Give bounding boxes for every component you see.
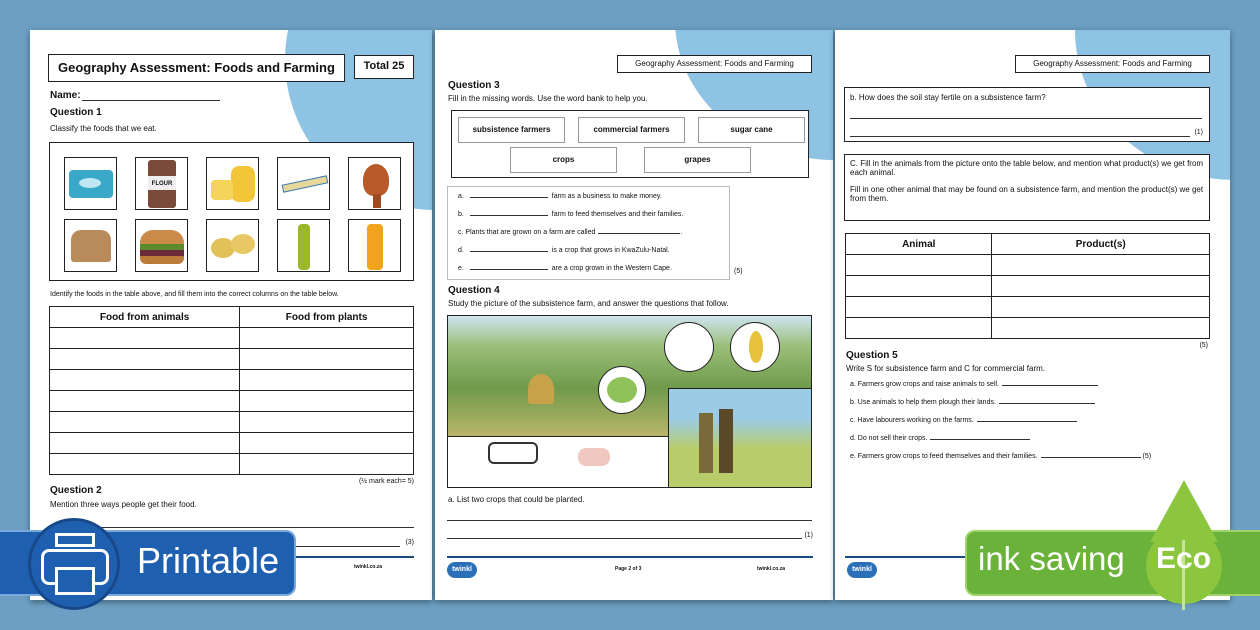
plant-image [664, 322, 714, 372]
flour-image: FLOUR [135, 157, 188, 210]
q4-text: Study the picture of the subsistence farm, and answer the questions that follow. [448, 299, 729, 308]
q1-text: Classify the foods that we eat. [50, 124, 157, 133]
footer-site: twinkl.co.za [353, 564, 382, 570]
fill-in-items: a. farm as a business to make money. b. farm to feed themselves and their families. c. Plants that are grown on a farm are called . d. is a crop that grows in KwaZulu-Natal. e. are a crop grown in the Western Cape. [447, 186, 730, 280]
worksheet-page-2 [435, 30, 833, 600]
bread-image [64, 219, 117, 272]
twinkl-logo: twinkl [847, 562, 877, 578]
maize-image [730, 322, 780, 372]
word-bank-item: subsistence farmers [458, 117, 565, 143]
q5-text: Write S for subsistence farm and C for commercial farm. [846, 364, 1046, 373]
column-header: Food from animals [50, 307, 240, 328]
header-title: Geography Assessment: Foods and Farming [1015, 55, 1210, 73]
qc-text-2: Fill in one other animal that may be found on a subsistence farm, and mention the product(s) we get from them. [850, 185, 1204, 203]
cooking-oil-image [277, 219, 330, 272]
tinned-fish-image [64, 157, 117, 210]
table-cell[interactable] [240, 349, 414, 370]
table-cell[interactable] [240, 412, 414, 433]
marks-note: (½ mark each= 5) [358, 478, 414, 485]
cabbage-image [598, 366, 646, 414]
food-table [49, 306, 414, 475]
question-b-box [844, 87, 1210, 142]
cheese-image [206, 157, 259, 210]
worksheet-page-1 [30, 30, 432, 600]
table-cell[interactable] [240, 433, 414, 454]
q2-title: Question 2 [50, 485, 102, 496]
column-header: Animal [846, 234, 992, 255]
twinkl-logo: twinkl [447, 562, 477, 578]
table-cell[interactable] [846, 276, 992, 297]
table-cell[interactable] [50, 370, 240, 391]
farmers-image [668, 388, 812, 488]
q5-title: Question 5 [846, 350, 898, 361]
footer-site: twinkl.co.za [756, 566, 785, 572]
chicken-drumstick-image [348, 157, 401, 210]
table-cell[interactable] [50, 412, 240, 433]
eco-label: Eco [1156, 542, 1212, 575]
header-title: Geography Assessment: Foods and Farming [617, 55, 812, 73]
table-marks: (5) [1199, 342, 1208, 349]
qb-text: b. How does the soil stay fertile on a subsistence farm? [850, 93, 1046, 102]
table-cell[interactable] [846, 297, 992, 318]
word-bank [451, 110, 809, 178]
table-cell[interactable] [50, 349, 240, 370]
table-cell[interactable] [846, 318, 992, 339]
column-header: Food from plants [240, 307, 414, 328]
cow-image [488, 442, 538, 464]
spaghetti-image [277, 157, 330, 210]
animal-table [845, 233, 1210, 339]
table-cell[interactable] [50, 433, 240, 454]
question-c-box [844, 154, 1210, 221]
table-cell[interactable] [240, 391, 414, 412]
q4a-text: a. List two crops that could be planted. [448, 495, 585, 504]
word-bank-item: commercial farmers [578, 117, 685, 143]
burger-image [135, 219, 188, 272]
pig-image [578, 448, 610, 466]
table-cell[interactable] [50, 454, 240, 475]
food-grid [49, 142, 414, 281]
worksheet-page-3: Geography Assessment: Foods and Farming b. How does the soil stay fertile on a subsistence farm? (1) C. Fill in the animals from the picture onto the table below, and mention what product(s) we get from each animal. Fill in one other animal that may be found on a subsistence farm, and mention the product(s) we get from them. Animal Product(s) (5) Question 5 Write S for subsistence farm and C for commercial farm. a. Farmers grow crops and raise animals to sell. b. Use animals to help them plough their lands. c. Have labourers working on the farms. d. Do not sell their crops. e. Farmers grow crops to feed themselves and their families. (5) twinkl [835, 30, 1230, 600]
farm-picture [447, 315, 812, 488]
page-title: Geography Assessment: Foods and Farming [48, 54, 345, 82]
table-cell[interactable] [240, 454, 414, 475]
table-cell[interactable] [992, 297, 1210, 318]
name-label: Name: [50, 90, 81, 101]
q3-text: Fill in the missing words. Use the word bank to help you. [448, 94, 648, 103]
total-marks: Total 25 [354, 55, 414, 79]
printable-label: Printable [137, 540, 280, 581]
word-bank-item: crops [510, 147, 617, 173]
potatoes-image [206, 219, 259, 272]
qc-text: C. Fill in the animals from the picture onto the table below, and mention what product(s) we get from each animal. [850, 159, 1204, 177]
table-cell[interactable] [992, 276, 1210, 297]
q1-title: Question 1 [50, 107, 102, 118]
q2-marks: (3) [405, 539, 414, 546]
identify-text: Identify the foods in the table above, and fill them into the correct columns on the table below. [50, 291, 339, 298]
juice-image [348, 219, 401, 272]
q3-marks: (5) [734, 268, 743, 275]
q3-title: Question 3 [448, 80, 500, 91]
table-cell[interactable] [992, 255, 1210, 276]
table-cell[interactable] [992, 318, 1210, 339]
table-cell[interactable] [50, 391, 240, 412]
table-cell[interactable] [846, 255, 992, 276]
word-bank-item: grapes [644, 147, 751, 173]
q4-title: Question 4 [448, 285, 500, 296]
ink-saving-label: ink saving [978, 540, 1125, 577]
q4a-marks: (1) [804, 532, 813, 539]
q2-text: Mention three ways people get their food. [50, 500, 197, 509]
table-cell[interactable] [240, 370, 414, 391]
word-bank-item: sugar cane [698, 117, 805, 143]
printer-icon [28, 518, 120, 610]
qb-marks: (1) [1194, 129, 1203, 136]
page-number: Page 2 of 3 [615, 566, 642, 572]
column-header: Product(s) [992, 234, 1210, 255]
table-cell[interactable] [50, 328, 240, 349]
table-cell[interactable] [240, 328, 414, 349]
